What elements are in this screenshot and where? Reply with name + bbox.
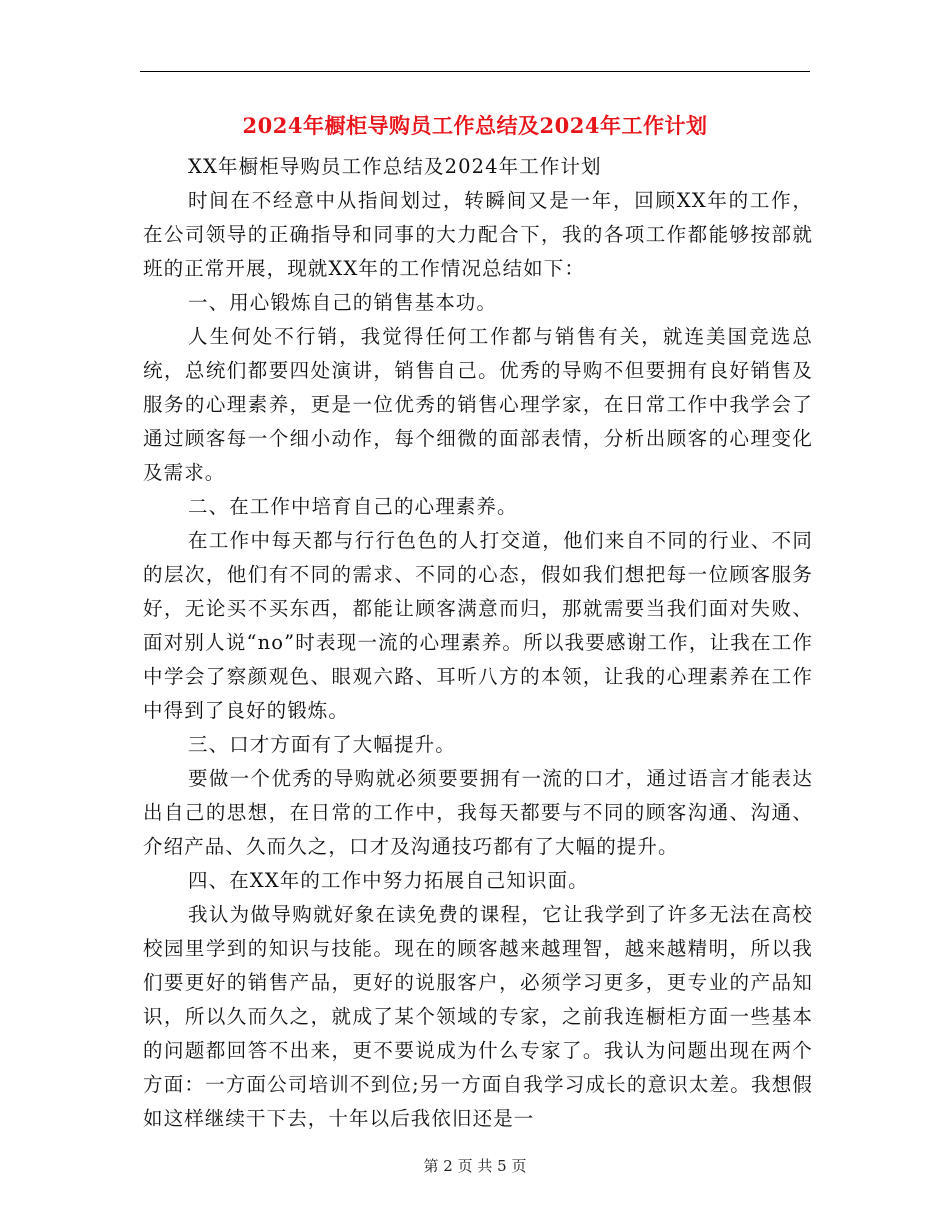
section-heading-2: 二、在工作中培育自己的心理素养。 — [188, 495, 518, 518]
paragraph-section-1: 人生何处不行销，我觉得任何工作都与销售有关，就连美国竞选总统，总统们都要四处演讲，销售自己。优秀的导购不但要拥有良好销售及服务的心理素养，更是一位优秀的销售心理学家，在日常工作中我学会了通过顾客每一个细小动作，每个细微的面部表情，分析出顾客的心理变化及需求。 — [143, 325, 813, 484]
page-number-footer: 第 2 页 共 5 页 — [423, 1157, 527, 1175]
section-heading-1: 一、用心锻炼自己的销售基本功。 — [188, 291, 498, 314]
header-rule — [140, 71, 810, 72]
document-title: 2024年橱柜导购员工作总结及2024年工作计划 — [242, 113, 708, 138]
paragraph-section-4: 我认为做导购就好象在读免费的课程，它让我学到了许多无法在高校校园里学到的知识与技能。现在的顾客越来越理智，越来越精明，所以我们要更好的销售产品，更好的说服客户，必须学习更多，更专业的产品知识，所以久而久之，就成了某个领域的专家，之前我连橱柜方面一些基本的问题都回答不出来，更不要说成为什么专家了。我认为问题出现在两个方面：一方面公司培训不到位;另一方面自我学习成长的意识太差。我想假如这样继续干下去，十年以后我依旧还是一 — [143, 903, 813, 1130]
paragraph-subtitle: XX年橱柜导购员工作总结及2024年工作计划 — [188, 155, 602, 178]
paragraph-section-3: 要做一个优秀的导购就必须要要拥有一流的口才，通过语言才能表达出自己的思想，在日常的工作中，我每天都要与不同的顾客沟通、沟通、介绍产品、久而久之，口才及沟通技巧都有了大幅的提升。 — [143, 767, 813, 858]
paragraph-intro: 时间在不经意中从指间划过，转瞬间又是一年，回顾XX年的工作，在公司领导的正确指导和同事的大力配合下，我的各项工作都能够按部就班的正常开展，现就XX年的工作情况总结如下： — [143, 189, 813, 280]
section-heading-4: 四、在XX年的工作中努力拓展自己知识面。 — [188, 869, 589, 892]
document-body — [143, 150, 813, 1136]
paragraph-section-2: 在工作中每天都与行行色色的人打交道，他们来自不同的行业、不同的层次，他们有不同的需求、不同的心态，假如我们想把每一位顾客服务好，无论买不买东西，都能让顾客满意而归，那就需要当我们面对失败、面对别人说“no”时表现一流的心理素养。所以我要感谢工作，让我在工作中学会了察颜观色、眼观六路、耳听八方的本领，让我的心理素养在工作中得到了良好的锻炼。 — [143, 529, 813, 722]
section-heading-3: 三、口才方面有了大幅提升。 — [188, 733, 456, 756]
